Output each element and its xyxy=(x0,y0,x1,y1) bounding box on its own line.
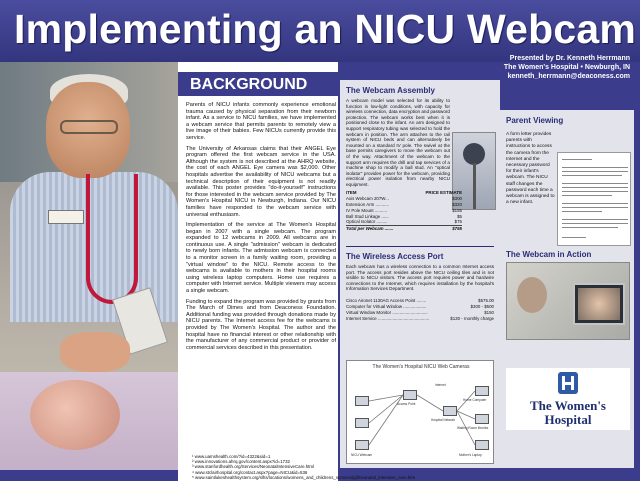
diagram-link xyxy=(457,411,475,419)
webcam-in-action-photo xyxy=(506,262,630,340)
node-label: Internet xyxy=(435,383,446,387)
right-column xyxy=(500,110,634,468)
node-label: Access Point xyxy=(397,402,416,406)
text-line xyxy=(562,167,628,168)
home-computer-node xyxy=(475,386,489,396)
reference-link[interactable]: ² www.innovations.ahrq.gov/content.aspx?id=1732 xyxy=(192,459,290,465)
table-total-row xyxy=(346,225,462,231)
presenter-name: Presented by Dr. Kenneth Herrmann xyxy=(509,55,630,62)
node-label: Mother's Laptop xyxy=(459,453,482,457)
item-cell: Cisco Aironet 1130AG Access Point ........ xyxy=(346,298,427,304)
price-cell: $300 xyxy=(452,196,462,202)
webcam-node xyxy=(355,440,369,450)
item-cell: Optical Isolator ......... xyxy=(346,219,388,225)
text-line xyxy=(562,207,628,208)
reference-link[interactable]: ¹ www.uamshealth.com/?id=4322&sid=1 xyxy=(192,454,271,459)
text-line xyxy=(562,183,628,184)
access-point-node xyxy=(403,390,417,400)
item-cell: Computer for Virtual Window ................... xyxy=(346,304,427,310)
support-arm xyxy=(473,163,476,209)
text-line xyxy=(562,223,628,224)
table-row xyxy=(346,304,494,310)
webcam-assembly-text: A webcam model was selected for its ability to function in low-light conditions, with capacity for wireless connection, data encryption and password protection. The webcam works best when it is positioned close to the infant. An arm designed to support respiratory tubing was selected to hold the webcam in position. The arm attaches to the rail system of NICU beds and can alternatively be mounted on a standard IV pole. The swivel at the base permits caregivers to move the webcam out of the way. Attachment of the webcam to the support arm requires the drill and tap services of a machine shop to modify a ball stud. An "optical isolator" provides power for the webcam, providing electrical power isolation from nearby NICU equipment. xyxy=(346,98,450,187)
diagram-connections xyxy=(347,361,495,465)
text-line xyxy=(562,171,628,172)
table-header: ITEM xyxy=(346,190,357,196)
text-line xyxy=(562,219,628,220)
price-cell: $155 xyxy=(452,207,462,213)
photo-badge xyxy=(48,210,84,224)
price-cell: $130 - monthly charge xyxy=(450,315,494,321)
background-heading: BACKGROUND xyxy=(190,76,308,93)
table-row xyxy=(346,315,494,321)
price-cell: $5 xyxy=(457,213,462,219)
photo-infant xyxy=(30,380,120,450)
photo-glasses xyxy=(60,120,118,134)
section-divider xyxy=(346,246,494,247)
poster-title: Implementing an NICU Webcam xyxy=(14,6,637,52)
background-paragraph: The University of Arkansas claims that their ANGEL Eye program offered the first webcam service in the USA. Although the system is not described at the AHRQ website, the cost of each ANGEL Eye camera was $2,000. Other hospitals advertise the availability of NICU webcams but a technical description of their equipment is not readily available. This poster provides "do-it-yourself" instructions for those interested in the webcam service provided by The Women's Hospital NICU in Newburgh, Indiana. Our NICU families have responded to the webcam service with universal enthusiasm. xyxy=(186,145,336,218)
photo-hand xyxy=(60,332,130,372)
text-line xyxy=(562,175,622,176)
doctor-infant-photo xyxy=(0,62,178,470)
background-text xyxy=(186,102,336,355)
item-cell: IV Pole Mount .......... xyxy=(346,207,387,213)
text-line xyxy=(562,203,628,204)
wireless-text: Each webcam has a wireless connection to a common Internet access port. The access port resides above the NICU ceiling tiles and is not visible to NICU visitors. The access port requires power and hardwire connections to the Internet, which requires installation by the hospital's Information Services Department. xyxy=(346,264,494,292)
text-line xyxy=(562,227,618,228)
background-paragraph: Implementation of the service at The Women's Hospital began in 2007 with a single webcam. The program expanded to 12 webcams in 2009. All webcams are in continuous use. A single "admission" webcam is dedicated to newly born infants. The admission webcam is connected to a monitor screen in a family waiting room, providing a "virtual window" to the NICU. Remote access to the webcams is available to mothers in their hospital rooms using wireless laptop computers. Home use requires a computer with Internet service. Multiple viewers may access a single webcam. xyxy=(186,222,336,295)
wireless-price-table xyxy=(346,298,494,321)
price-cell: $575.00 xyxy=(478,298,494,304)
text-line xyxy=(562,211,602,212)
photo-person xyxy=(517,277,547,313)
form-letter-image xyxy=(557,152,631,246)
infant-webcam-view xyxy=(578,288,620,320)
webcam-price-table xyxy=(346,190,462,231)
item-cell: Internet Service .......................................... xyxy=(346,315,430,321)
reference-link[interactable]: ⁴ www.stclairhospital.org/contact.aspx?page=NICU&id=536 xyxy=(192,469,308,475)
text-line xyxy=(562,187,628,188)
webcam-icon xyxy=(463,143,485,165)
total-price: $755 xyxy=(411,225,462,231)
parent-viewing-title: Parent Viewing xyxy=(506,116,564,125)
total-label: Total per Webcam ....... xyxy=(346,225,411,231)
monitor-node xyxy=(475,414,489,424)
node-label: Waiting Room Monitor xyxy=(457,426,489,430)
node-label: NICU Webcam xyxy=(351,453,373,457)
title-banner xyxy=(0,0,640,62)
wireless-title: The Wireless Access Port xyxy=(346,252,444,261)
text-line xyxy=(562,159,592,160)
presenter-hospital: The Women's Hospital • Newburgh, IN xyxy=(503,64,630,71)
hospital-logo-icon xyxy=(558,372,578,394)
diagram-link xyxy=(369,395,403,401)
price-cell: $150 xyxy=(484,309,494,315)
webcam-assembly-title: The Webcam Assembly xyxy=(346,86,435,95)
item-cell: Virtual Window Monitor ............................. xyxy=(346,309,428,315)
price-cell: $320 xyxy=(452,201,462,207)
logo-text: The Women's xyxy=(530,398,606,413)
diagram-title: The Women's Hospital NICU Web Cameras xyxy=(372,364,470,370)
node-label: Hospital Network xyxy=(431,418,456,422)
text-line xyxy=(562,191,628,192)
network-diagram xyxy=(346,360,494,464)
price-cell: $75 xyxy=(454,219,462,225)
presenter-block xyxy=(460,54,630,81)
diagram-link xyxy=(417,395,443,411)
background-paragraph: Parents of NICU infants commonly experience emotional trauma caused by physical separation from their newborn infant. As a service to NICU families, we have implemented a webcam service that permits parents to remotely view a live image of their babies. Few NICUs currently provide this service. xyxy=(186,102,336,141)
laptop-screen xyxy=(573,283,625,325)
reference-link[interactable]: ⁵ www.saintlukeshealthsystem.org/slhs/locations/womens_and_childrens_services/pjf/neonatal_intensive_care.htm xyxy=(192,474,416,480)
item-cell: Extension Arm ........... xyxy=(346,201,389,207)
item-cell: Axis Webcam 207W... xyxy=(346,196,389,202)
middle-column xyxy=(340,80,500,468)
laptop-node xyxy=(475,440,489,450)
in-action-title: The Webcam in Action xyxy=(506,250,592,259)
price-cell: $300 - $500 xyxy=(470,304,494,310)
reference-link[interactable]: ³ www.stanfordhealth.org/Services/NeonatalIntensiveCare.html xyxy=(192,464,315,470)
node-label: Home Computer xyxy=(463,398,487,402)
text-line xyxy=(562,237,586,238)
webcam-node xyxy=(355,418,369,428)
logo-text: Hospital xyxy=(544,412,592,427)
network-node xyxy=(443,406,457,416)
parent-viewing-text: A form letter provides parents with instructions to access the camera from the Internet and the necessary password for their infant's webcam. The NICU staff changes the password each time a webcam is assigned to a new infant. xyxy=(506,132,555,206)
hospital-logo xyxy=(506,368,630,430)
stethoscope-icon xyxy=(86,174,138,304)
table-header: PRICE ESTIMATE xyxy=(425,190,462,196)
presenter-email[interactable]: kenneth_herrmann@deaconess.com xyxy=(507,73,630,80)
text-line xyxy=(562,195,612,196)
webcam-node xyxy=(355,396,369,406)
background-paragraph: Funding to expand the program was provided by grants from The March of Dimes and from Deaconess Foundation. Additional funding was provided through donations made by NICU parents. The Internet access fee for the webcams is provided by The Women's Hospital. The author and the hospital have no financial interest or other relationship with the manufacturer of any commercial product or provider of commercial services described in this presentation. xyxy=(186,298,336,351)
item-cell: Ball Stud Linkage ...... xyxy=(346,213,389,219)
diagram-link xyxy=(369,395,403,423)
